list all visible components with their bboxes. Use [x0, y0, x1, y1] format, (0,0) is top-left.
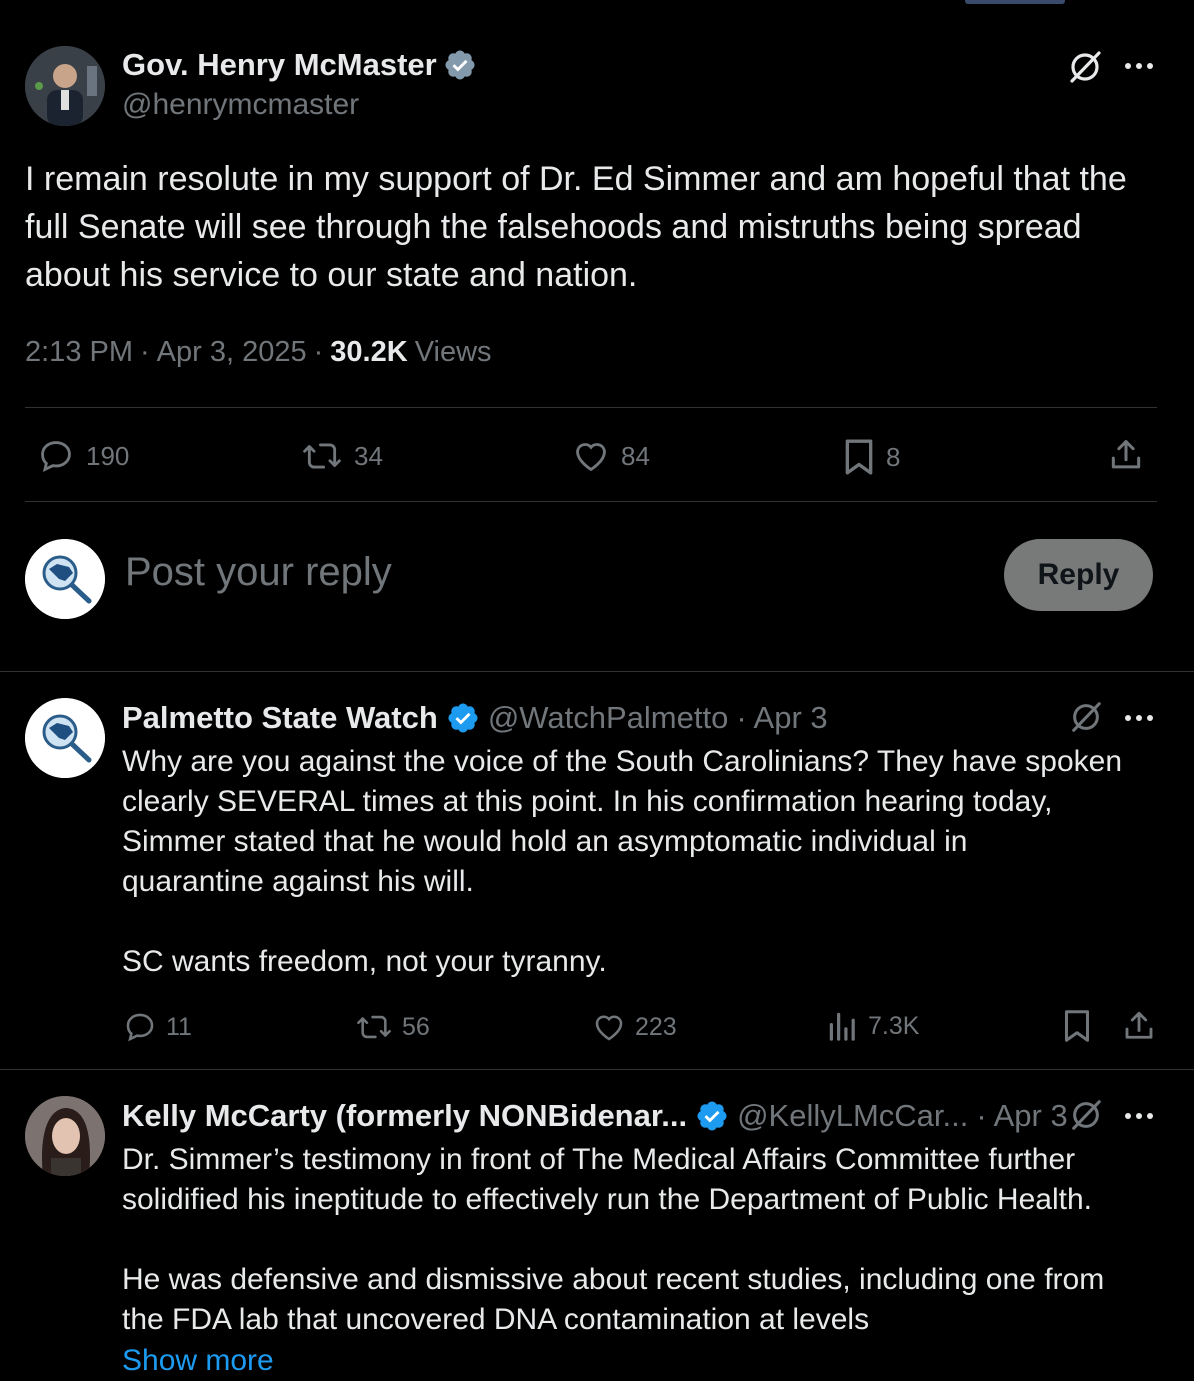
reply-avatar[interactable]	[25, 698, 105, 778]
reply-avatar[interactable]	[25, 1096, 105, 1176]
reply-icon	[36, 437, 76, 475]
reply-count: 190	[86, 440, 130, 471]
main-post-avatar[interactable]	[25, 46, 105, 126]
heart-icon	[591, 1010, 627, 1044]
repost-icon	[354, 1010, 394, 1044]
bookmark-icon	[842, 437, 876, 477]
repost-count: 56	[402, 1012, 430, 1041]
show-more-link[interactable]: Show more	[122, 1344, 274, 1377]
grok-icon[interactable]	[1068, 699, 1104, 735]
divider	[0, 671, 1194, 672]
repost-button[interactable]	[300, 437, 383, 475]
repost-icon	[300, 437, 344, 475]
reply-submit-label: Reply	[1037, 558, 1120, 591]
reply-count: 11	[166, 1012, 192, 1041]
meta-separator: ·	[313, 336, 324, 368]
like-count: 84	[621, 440, 650, 471]
verified-badge-icon	[446, 701, 480, 735]
bookmark-button[interactable]	[842, 437, 900, 477]
reply-input[interactable]: Post your reply	[125, 550, 392, 594]
grok-icon[interactable]	[1066, 48, 1104, 86]
views-chart-icon	[828, 1010, 858, 1042]
top-indicator	[965, 0, 1065, 4]
reply-text: Why are you against the voice of the South Carolinians? They have spoken clearly SEVERAL times at this point. In his confirmation hearing today, Simmer stated that he would hold an asymptomatic individual in quarantine against his will. SC wants freedom, not your tyranny.	[122, 745, 1123, 978]
reply-display-name[interactable]: Kelly McCarty (formerly NONBidenar...	[122, 1098, 688, 1133]
repost-count: 34	[354, 440, 383, 471]
more-options-icon[interactable]	[1124, 62, 1154, 70]
reply-header	[122, 700, 828, 736]
main-post-text: I remain resolute in my support of Dr. Ed Simmer and am hopeful that the full Senate will see through the falsehoods and mistruths being spread about his service to our state and nation.	[25, 160, 1127, 294]
like-count: 223	[635, 1012, 677, 1041]
main-post-display-name[interactable]: Gov. Henry McMaster	[122, 47, 437, 82]
bookmark-icon[interactable]	[1061, 1008, 1093, 1044]
like-button[interactable]	[591, 1010, 677, 1044]
meta-separator: ·	[140, 336, 150, 368]
reply-button[interactable]	[36, 437, 129, 475]
heart-icon	[571, 437, 611, 475]
main-post-author-row	[122, 47, 477, 83]
divider	[0, 1069, 1194, 1070]
more-options-icon[interactable]	[1124, 714, 1154, 722]
reply-date[interactable]: · Apr 3	[736, 700, 828, 735]
reply-handle[interactable]: @WatchPalmetto	[487, 700, 729, 735]
main-post-meta	[25, 336, 492, 369]
reply-button[interactable]	[122, 1010, 192, 1044]
divider	[25, 501, 1157, 502]
reply-text: Dr. Simmer’s testimony in front of The Medical Affairs Committee further solidified his ineptitude to effectively run the Department of Public Health. He was defensive and dismissive about recent studies, including one from the FDA lab that uncovered DNA contamination at levels	[122, 1143, 1105, 1336]
reply-header	[122, 1098, 1068, 1134]
post-time[interactable]: 2:13 PM	[25, 336, 133, 368]
grok-icon[interactable]	[1068, 1097, 1104, 1133]
views-button[interactable]	[828, 1010, 919, 1042]
views-label: Views	[414, 336, 492, 368]
share-icon[interactable]	[1107, 436, 1145, 474]
like-button[interactable]	[571, 437, 650, 475]
more-options-icon[interactable]	[1124, 1112, 1154, 1120]
views-count: 30.2K	[330, 336, 408, 368]
reply-submit-button[interactable]	[1004, 539, 1153, 611]
bookmark-count: 8	[886, 441, 901, 472]
verified-badge-icon	[443, 48, 477, 82]
reply-handle[interactable]: @KellyLMcCar...	[737, 1098, 969, 1133]
repost-button[interactable]	[354, 1010, 430, 1044]
views-count: 7.3K	[868, 1011, 920, 1040]
post-date[interactable]: Apr 3, 2025	[156, 336, 307, 368]
share-icon[interactable]	[1121, 1008, 1157, 1044]
main-post-handle[interactable]: @henrymcmaster	[122, 88, 360, 121]
reply-display-name[interactable]: Palmetto State Watch	[122, 700, 438, 735]
reply-date[interactable]: · Apr 3	[976, 1098, 1068, 1133]
reply-icon	[122, 1010, 158, 1044]
composer-avatar[interactable]	[25, 539, 105, 619]
verified-badge-icon	[695, 1099, 729, 1133]
divider	[25, 407, 1157, 408]
